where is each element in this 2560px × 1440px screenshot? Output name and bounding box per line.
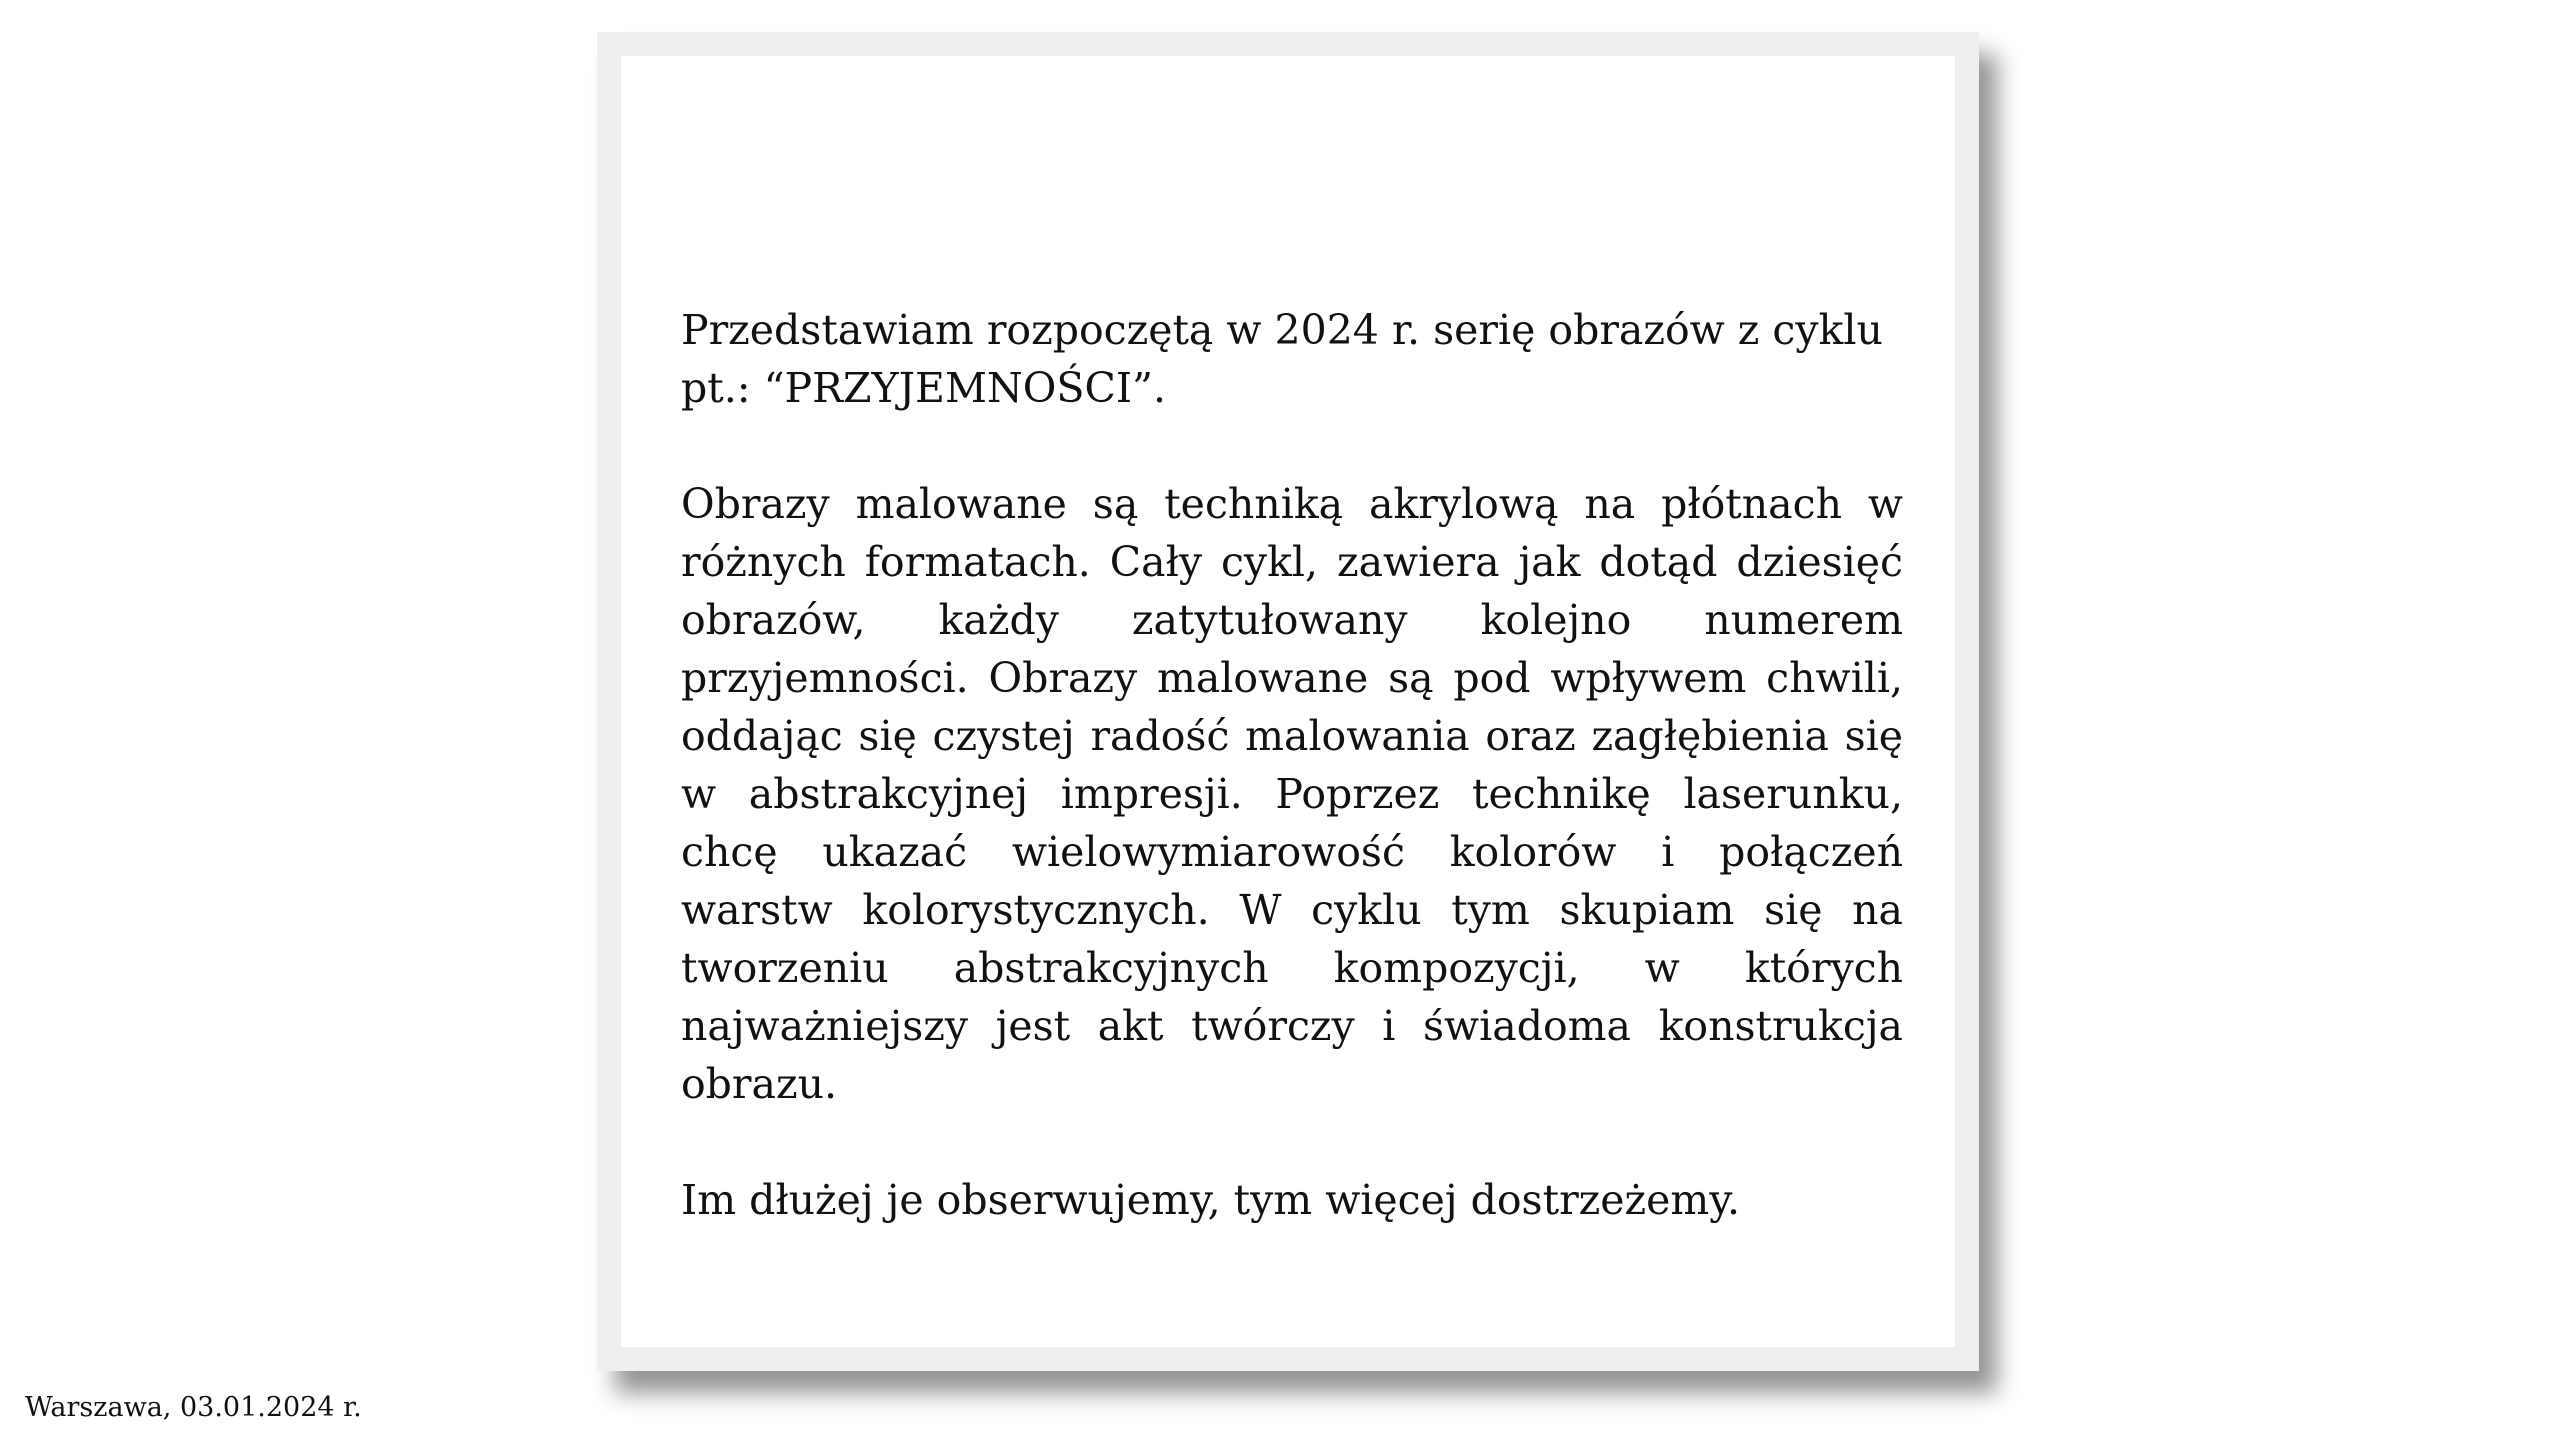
place-date-footer: Warszawa, 03.01.2024 r. (25, 1392, 362, 1423)
document-frame (597, 32, 1979, 1371)
description-paragraph: Obrazy malowane są techniką akrylową na płótnach w różnych formatach. Cały cykl, zawiera jak dotąd dziesięć obrazów, każdy zatytułowany kolejno numerem przyjemności. Obrazy malowane są pod wpływem chwili, oddając się czystej radość malowania oraz zagłębienia się w abstrakcyjnej impresji. Poprzez technikę laserunku, chcę ukazać wielowymiarowość kolorów i połączeń warstw kolorystycznych. W cyklu tym skupiam się na tworzeniu abstrakcyjnych kompozycji, w których najważniejszy jest akt twórczy i świadoma konstrukcja obrazu. (681, 480, 1903, 1108)
intro-paragraph: Przedstawiam rozpoczętą w 2024 r. serię obrazów z cyklu pt.: “PRZYJEMNOŚCI”. (681, 306, 1883, 412)
document-page (621, 56, 1955, 1347)
closing-paragraph: Im dłużej je obserwujemy, tym więcej dostrzeżemy. (681, 1176, 1741, 1224)
